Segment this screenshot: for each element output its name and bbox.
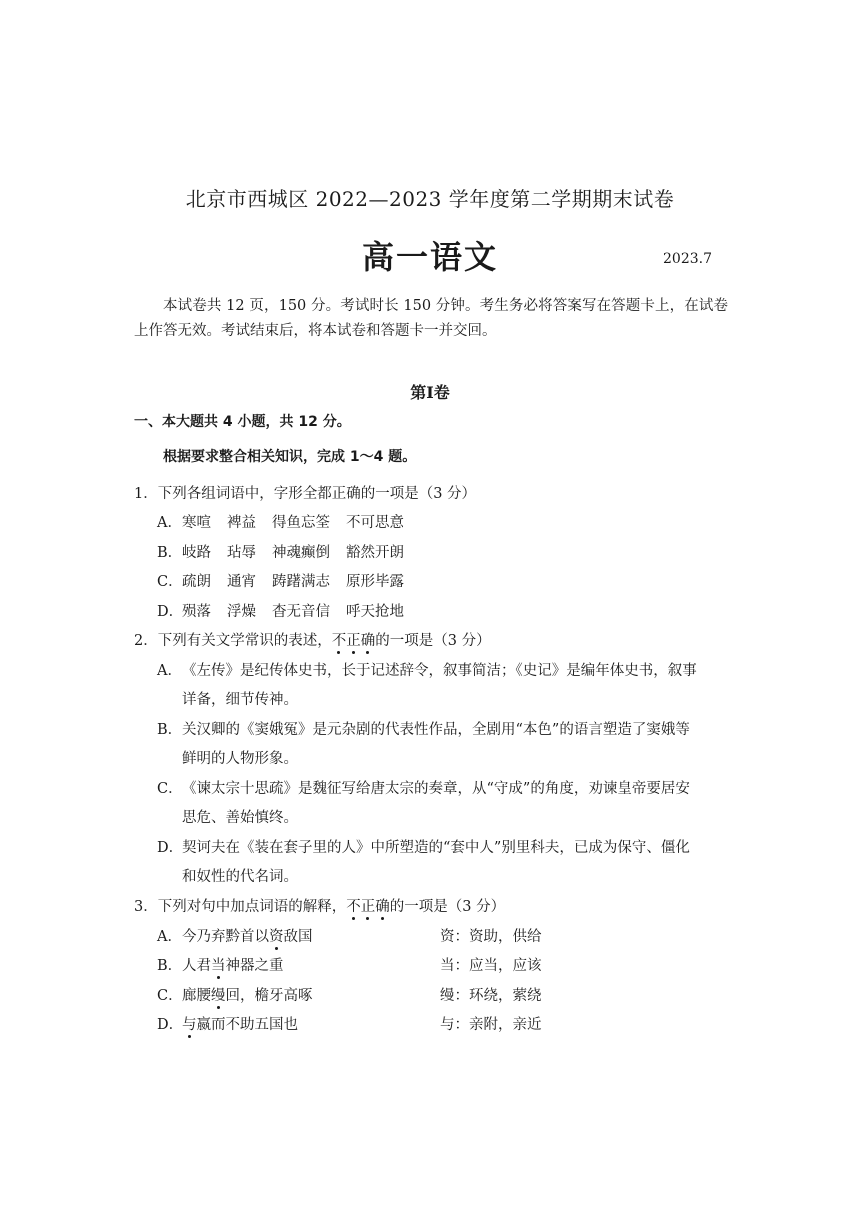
option-text: 契诃夫在《装在套子里的人》中所塑造的“套中人”别里科夫，已成为保守、僵化: [182, 840, 690, 856]
question-1-stem: 1．下列各组词语中，字形全都正确的一项是（3 分）: [134, 486, 477, 502]
option-word: 通宵: [227, 574, 256, 590]
option-word: 浮燥: [227, 604, 256, 620]
option-word: 呼天抢地: [346, 604, 404, 620]
stem-text: 的一项是（3 分）: [389, 899, 506, 915]
q3-explanation-d: 与：亲附，亲近: [440, 1017, 542, 1033]
q2-option-a-cont: 详备，细节传神。: [182, 692, 298, 708]
q1-option-c: [157, 570, 420, 591]
option-word: 豁然开朗: [346, 545, 404, 561]
option-word: 玷辱: [227, 545, 256, 561]
q3-explanation-a: 资：资助，供给: [440, 929, 542, 945]
sentence-text: 今乃弃黔首以: [182, 929, 269, 945]
q3-explanation-b: 当：应当，应该: [440, 958, 542, 974]
stem-text: 的一项是（3 分）: [375, 633, 491, 649]
exam-title: 北京市西城区 2022—2023 学年度第二学期期末试卷: [185, 187, 675, 211]
q3-option-a: [157, 925, 313, 946]
emphasis-char: 正: [346, 633, 361, 649]
q3-option-d: [157, 1013, 298, 1034]
option-word: 寒喧: [182, 515, 211, 531]
sentence-text: 人君: [182, 958, 211, 974]
sentence-text: 廊腰: [182, 988, 211, 1004]
option-letter: A．: [157, 515, 182, 531]
exam-date: 2023.7: [663, 251, 712, 267]
section-heading: 一、本大题共 4 小题，共 12 分。: [134, 414, 351, 430]
sentence-text: 回，檐牙高啄: [225, 988, 313, 1004]
q3-option-b: [157, 954, 284, 975]
q1-option-a: [157, 511, 420, 532]
q3-explanation-c: 缦：环绕，萦绕: [440, 988, 542, 1004]
option-word: 岐路: [182, 545, 211, 561]
option-word: 裨益: [227, 515, 256, 531]
option-text: 关汉卿的《窦娥冤》是元杂剧的代表性作品，全剧用“本色”的语言塑造了窦娥等: [182, 722, 690, 738]
emphasis-char: 不: [346, 899, 361, 915]
q2-option-d: [157, 836, 690, 857]
dotted-word: 资: [269, 929, 284, 945]
dotted-word: 缦: [211, 988, 226, 1004]
sentence-text: 敌国: [283, 929, 313, 945]
sentence-text: 神器之重: [225, 958, 284, 974]
emphasis-char: 确: [375, 899, 390, 915]
option-letter: D．: [157, 840, 184, 856]
emphasis-char: 确: [360, 633, 376, 649]
q1-option-b: [157, 541, 420, 562]
q2-option-d-cont: 和奴性的代名词。: [182, 869, 298, 885]
option-letter: A．: [157, 929, 182, 945]
q3-option-c: [157, 984, 313, 1005]
q1-option-d: [157, 600, 420, 621]
option-word: 神魂癫倒: [272, 545, 330, 561]
option-word: 殒落: [182, 604, 211, 620]
option-letter: B．: [157, 545, 183, 561]
option-letter: A．: [157, 663, 182, 679]
dotted-word: 当: [211, 958, 226, 974]
option-word: 疏朗: [182, 574, 211, 590]
exam-instructions: 本试卷共 12 页，150 分。考试时长 150 分钟。考生务必将答案写在答题卡上，在试卷上作答无效。考试结束后，将本试卷和答题卡一并交回。: [134, 298, 728, 339]
option-letter: B．: [157, 958, 183, 974]
option-letter: D．: [157, 604, 184, 620]
option-letter: C．: [157, 781, 183, 797]
question-3-stem: [134, 895, 505, 916]
option-letter: C．: [157, 988, 183, 1004]
dotted-word: 与: [182, 1017, 197, 1033]
option-text: 《谏太宗十思疏》是魏征写给唐太宗的奏章，从“守成”的角度，劝谏皇帝要居安: [182, 781, 690, 797]
option-word: 得鱼忘筌: [272, 515, 330, 531]
stem-text: 3．下列对句中加点词语的解释，: [134, 899, 347, 915]
option-letter: B．: [157, 722, 183, 738]
emphasis-char: 正: [360, 899, 376, 915]
option-word: 原形毕露: [346, 574, 404, 590]
q2-option-a: [157, 659, 697, 680]
stem-text: 2．下列有关文学常识的表述，: [134, 633, 332, 649]
q2-option-c: [157, 777, 690, 798]
option-letter: D．: [157, 1017, 184, 1033]
q2-option-b: [157, 718, 690, 739]
sentence-text: 嬴而不助五国也: [196, 1017, 298, 1033]
q2-option-c-cont: 思危、善始慎终。: [182, 810, 298, 826]
option-text: 《左传》是纪传体史书，长于记述辞令，叙事简洁；《史记》是编年体史书，叙事: [182, 663, 697, 679]
option-word: 杳无音信: [272, 604, 330, 620]
option-word: 踌躇满志: [272, 574, 330, 590]
emphasis-char: 不: [331, 633, 347, 649]
q2-option-b-cont: 鲜明的人物形象。: [182, 751, 298, 767]
volume-title: 第Ⅰ卷: [410, 383, 450, 402]
subject-title: 高一语文: [361, 238, 498, 276]
option-letter: C．: [157, 574, 183, 590]
option-word: 不可思意: [346, 515, 404, 531]
question-2-stem: [134, 629, 491, 650]
section-instruction: 根据要求整合相关知识，完成 1～4 题。: [163, 449, 417, 465]
